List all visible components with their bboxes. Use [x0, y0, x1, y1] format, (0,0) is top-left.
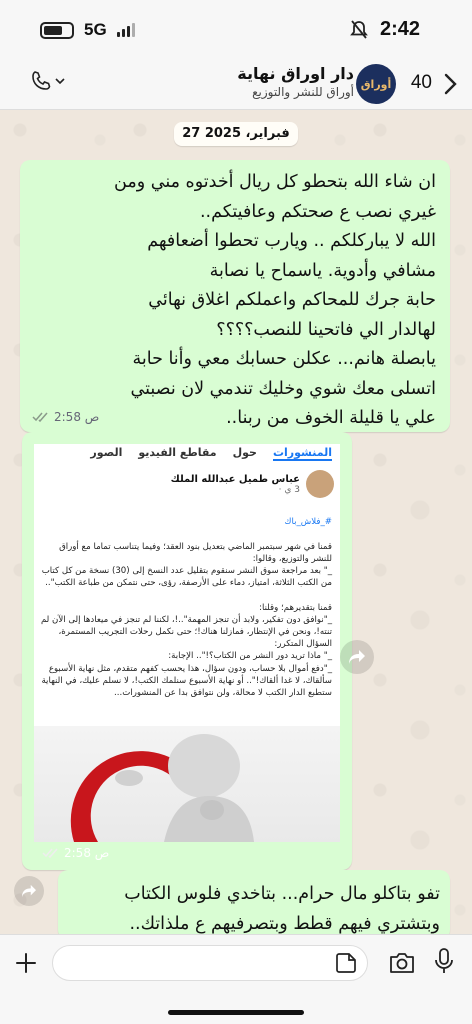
battery-icon	[40, 22, 74, 39]
message-bubble[interactable]	[20, 160, 450, 432]
plus-icon[interactable]	[14, 951, 38, 975]
forward-icon	[21, 884, 37, 898]
chevron-down-icon	[54, 75, 66, 87]
image-time: 2:58 ص	[64, 846, 110, 860]
screenshot-image[interactable]	[34, 444, 340, 726]
status-bar	[0, 0, 472, 58]
post-illustration	[34, 726, 340, 842]
post-tabs	[34, 444, 340, 461]
image-meta	[42, 846, 109, 860]
message-meta	[32, 410, 99, 424]
home-indicator	[168, 1010, 304, 1015]
message-input[interactable]	[52, 945, 368, 981]
image-message-bubble[interactable]	[22, 432, 352, 870]
contact-subtitle: أوراق للنشر والتوزيع	[252, 85, 354, 99]
back-chevron-icon[interactable]	[442, 72, 458, 96]
mute-bell-icon	[350, 20, 368, 40]
message-text: تفو بتاكلو مال حرام... بتاخدي فلوس الكتاب وبتشتري فيهم قطط وبتصرفيهم ع ملذاتك..	[124, 884, 440, 934]
post-author	[171, 470, 334, 498]
post-author-avatar	[306, 470, 334, 498]
tab-videos: مقاطع الفيديو	[138, 446, 217, 459]
thinking-figure-illustration	[34, 726, 340, 842]
avatar[interactable]	[356, 64, 396, 104]
status-time: 2:42	[379, 18, 420, 40]
message-time: 2:58 ص	[54, 410, 100, 424]
status-left	[40, 20, 135, 40]
post-hashtag: #_فلاش_باك	[284, 517, 332, 528]
sticker-icon[interactable]	[335, 952, 357, 974]
forward-button-2[interactable]	[14, 876, 44, 906]
call-button[interactable]	[30, 70, 66, 92]
post-text: قمنا في شهر سبتمبر الماضي بتعديل بنود العقد؛ وفيما يتناسب تماما مع أوراق للنشر والتوزيع، وقالوا: _" بعد مراجعة سوق النشر سنقوم بتقليل عدد النسخ إلى (30) نسخة من كل كتاب من الكتب الثلاثة، امتياز، دماء على الأرصفة، رؤى، حتى نتمكن من طباعة الكتب".. قمنا بتقديرهم؛ وقلنا: _"نوافق دون تفكير، ولابد أن تنجز المهمة"..!، لكننا لم تنجز في ميعادها إلى الآن لم تنته!، ونحن في الإنتظار، فمازلنا هناك!؛ حتى نكمل رحلات التجريب المستمرة، السؤال المتكرر: _" ماذا تريد دور النشر من الكتاب؟!".. الإجابة: _"دفع أموال بلا حساب، ودون سؤال، هذا يحسب كفهم متقدم، مثل نهاية الأسبوع سألقاك، لا غدا ألقاك!".. أو نهاية الأسبوع سنلمك الكتب!، لا نسلم عليك، في النهاية ستطبع الدار الكتب لا محالة، ولن نتوافق بدا عن المنشورات...	[40, 541, 332, 699]
network-label: 5G	[84, 20, 107, 39]
forward-icon	[348, 649, 366, 665]
message-text: ان شاء الله بتحطو كل ريال أخدتوه مني ومن غيري نصب ع صحتكم وعافيتكم.. الله لا يباركلكم .. ويارب تحطوا أضعافهم مشافي وأدوية. ياسماح يا نصابة حابة جرك للمحاكم واعملكم اغلاق نهائي لهالدار الي فاتحينا للنصب؟؟؟؟ يابصلة هانم... عكلن حسابك معي وأنا حابة اتسلى معك شوي وخليك تندمي لان نصبتي علي يا قليلة الخوف من ربنا..	[114, 172, 436, 428]
post-author-name: عباس طميل عبدالله الملك	[170, 473, 300, 485]
post-body	[40, 504, 332, 711]
tab-photos: الصور	[90, 446, 123, 459]
message-bubble[interactable]	[58, 870, 450, 940]
double-check-icon	[42, 847, 60, 859]
tab-posts: المنشورات	[272, 446, 332, 459]
date-separator: 27 فبراير، 2025	[174, 122, 298, 146]
contact-info[interactable]	[237, 64, 354, 99]
post-author-meta: 3 ي ·	[278, 484, 300, 495]
contact-name: دار اوراق نهاية	[237, 64, 354, 83]
microphone-icon[interactable]	[434, 947, 454, 975]
phone-icon	[30, 70, 52, 92]
avatar-logo-text: أوراق	[360, 77, 392, 91]
camera-icon[interactable]	[388, 951, 416, 975]
signal-icon	[117, 23, 135, 37]
double-check-icon	[32, 411, 50, 423]
unread-count[interactable]: 40	[410, 72, 432, 93]
status-right	[350, 18, 420, 41]
chat-header	[0, 58, 472, 110]
forward-button[interactable]	[340, 640, 374, 674]
tab-about: حول	[232, 446, 257, 459]
